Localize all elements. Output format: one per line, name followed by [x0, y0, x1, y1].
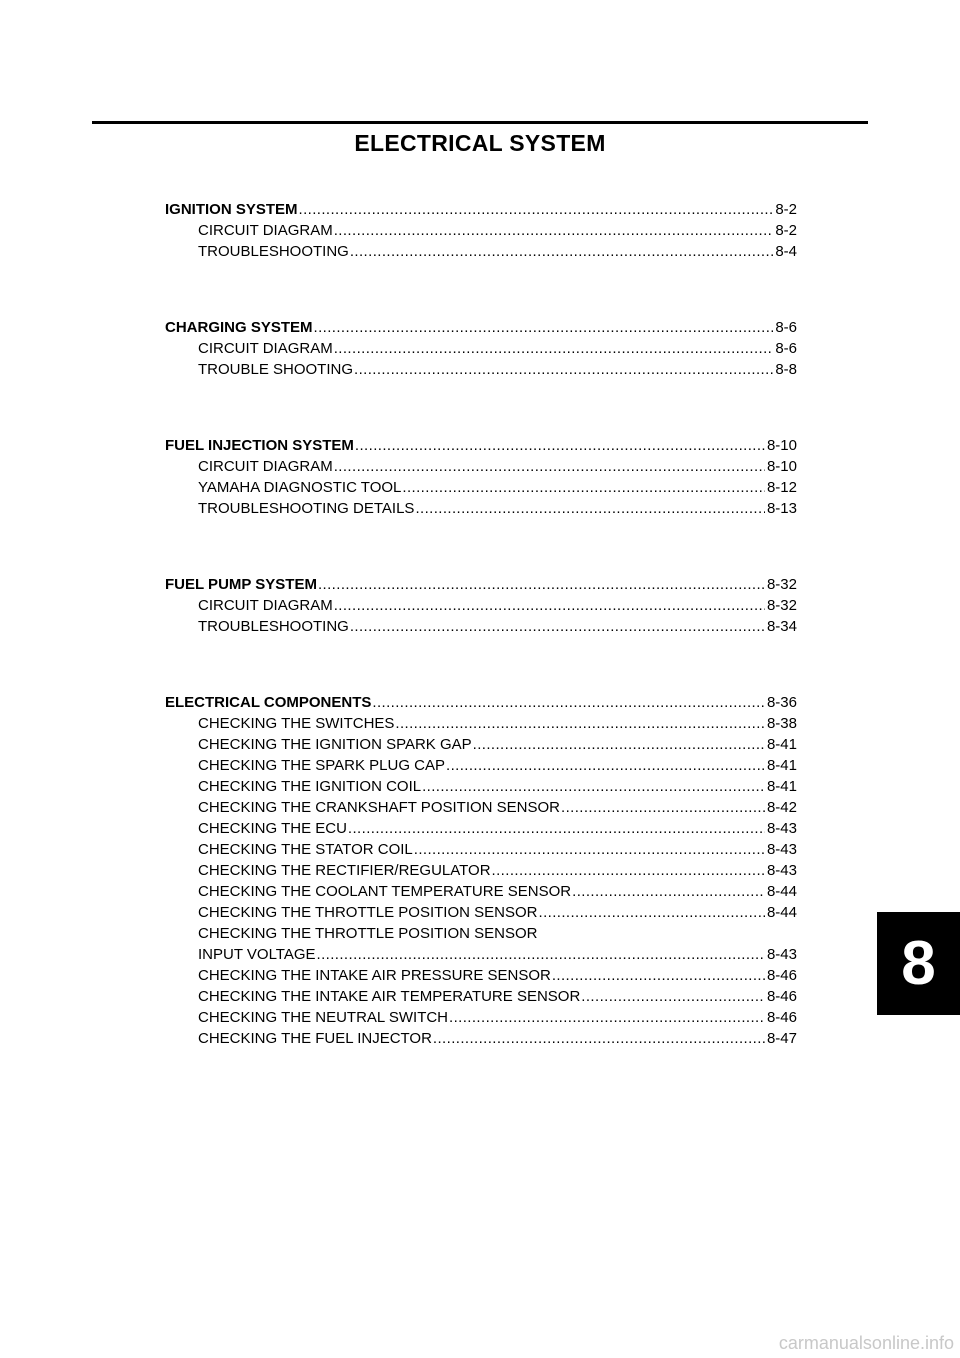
- entry-title: CHECKING THE STATOR COIL: [198, 841, 413, 858]
- dot-leader: [561, 797, 765, 818]
- top-rule: [92, 121, 868, 124]
- entry-title: CHECKING THE COOLANT TEMPERATURE SENSOR: [198, 883, 572, 900]
- page-number: 8-41: [766, 736, 797, 753]
- page-number: 8-32: [766, 597, 797, 614]
- entry-title: CHECKING THE FUEL INJECTOR: [198, 1030, 432, 1047]
- toc-section: [165, 435, 797, 519]
- toc-entry-sub[interactable]: [165, 881, 797, 902]
- dot-leader: [581, 986, 765, 1007]
- page-number: 8-10: [766, 458, 797, 475]
- dot-leader: [433, 1028, 765, 1049]
- page-number: 8-41: [766, 778, 797, 795]
- page-number: 8-43: [766, 946, 797, 963]
- page-number: 8-8: [775, 361, 797, 378]
- toc-entry-sub[interactable]: [165, 965, 797, 986]
- toc-entry-sub[interactable]: [165, 456, 797, 477]
- entry-title: INPUT VOLTAGE: [198, 946, 316, 963]
- toc-section: [165, 199, 797, 262]
- entry-title: CHECKING THE INTAKE AIR PRESSURE SENSOR: [198, 967, 551, 984]
- entry-title: CHECKING THE IGNITION COIL: [198, 778, 422, 795]
- dot-leader: [314, 317, 774, 338]
- dot-leader: [350, 241, 773, 262]
- page-number: 8-46: [766, 967, 797, 984]
- toc-entry-sub[interactable]: [165, 616, 797, 637]
- watermark: carmanualsonline.info: [778, 1333, 954, 1353]
- page-number: 8-46: [766, 988, 797, 1005]
- dot-leader: [334, 338, 774, 359]
- toc-entry-sub[interactable]: [165, 1028, 797, 1049]
- entry-title: CIRCUIT DIAGRAM: [198, 222, 333, 239]
- entry-title: CHECKING THE SPARK PLUG CAP: [198, 757, 446, 774]
- toc-entry-sub[interactable]: [165, 860, 797, 881]
- entry-title: IGNITION SYSTEM: [165, 201, 298, 218]
- toc-section: [165, 692, 797, 1049]
- toc-entry-sub[interactable]: [165, 338, 797, 359]
- page-number: 8-42: [766, 799, 797, 816]
- toc-entry-sub[interactable]: [165, 776, 797, 797]
- page-number: 8-43: [766, 820, 797, 837]
- page-number: 8-38: [766, 715, 797, 732]
- entry-title: FUEL INJECTION SYSTEM: [165, 437, 354, 454]
- page-number: 8-43: [766, 862, 797, 879]
- dot-leader: [334, 220, 774, 241]
- toc-entry-sub[interactable]: [165, 498, 797, 519]
- page-title: ELECTRICAL SYSTEM: [354, 130, 606, 156]
- page-number: 8-4: [775, 243, 797, 260]
- entry-title: CHECKING THE SWITCHES: [198, 715, 395, 732]
- entry-title: CHECKING THE THROTTLE POSITION SENSOR: [198, 925, 538, 942]
- entry-title: CIRCUIT DIAGRAM: [198, 597, 333, 614]
- dot-leader: [446, 755, 765, 776]
- entry-title: ELECTRICAL COMPONENTS: [165, 694, 372, 711]
- dot-leader: [473, 734, 765, 755]
- toc-entry-sub[interactable]: [165, 902, 797, 923]
- page-number: 8-46: [766, 1009, 797, 1026]
- page-number: 8-2: [775, 222, 797, 239]
- entry-title: CHECKING THE CRANKSHAFT POSITION SENSOR: [198, 799, 560, 816]
- toc-entry-sub[interactable]: [165, 477, 797, 498]
- entry-title: CHECKING THE NEUTRAL SWITCH: [198, 1009, 449, 1026]
- toc-entry-sub[interactable]: [165, 797, 797, 818]
- dot-leader: [402, 477, 765, 498]
- entry-title: TROUBLESHOOTING: [198, 243, 349, 260]
- entry-title: CHECKING THE ECU: [198, 820, 347, 837]
- dot-leader: [539, 902, 765, 923]
- page-number: 8-43: [766, 841, 797, 858]
- dot-leader: [355, 435, 765, 456]
- dot-leader: [552, 965, 765, 986]
- dot-leader: [348, 818, 765, 839]
- dot-leader: [299, 199, 774, 220]
- page-number: 8-6: [775, 319, 797, 336]
- dot-leader: [350, 616, 765, 637]
- entry-title: CHECKING THE IGNITION SPARK GAP: [198, 736, 472, 753]
- dot-leader: [334, 456, 765, 477]
- toc-entry-sub[interactable]: [165, 734, 797, 755]
- page-number: 8-6: [775, 340, 797, 357]
- chapter-tab: 8: [877, 912, 960, 1015]
- toc-entry-main[interactable]: [165, 435, 797, 456]
- dot-leader: [572, 881, 765, 902]
- page-number: 8-13: [766, 500, 797, 517]
- toc-entry-main[interactable]: [165, 574, 797, 595]
- toc-entry-main[interactable]: [165, 317, 797, 338]
- dot-leader: [354, 359, 773, 380]
- toc-entry-sub[interactable]: [165, 755, 797, 776]
- page-number: 8-10: [766, 437, 797, 454]
- dot-leader: [317, 944, 765, 965]
- dot-leader: [372, 692, 765, 713]
- page-number: 8-36: [766, 694, 797, 711]
- table-of-contents: [165, 199, 797, 1104]
- dot-leader: [395, 713, 765, 734]
- toc-entry-sub[interactable]: [165, 595, 797, 616]
- entry-title: CHECKING THE THROTTLE POSITION SENSOR: [198, 904, 538, 921]
- toc-entry-sub[interactable]: [165, 359, 797, 380]
- toc-entry-sub-continuation[interactable]: [165, 944, 797, 965]
- page-number: 8-41: [766, 757, 797, 774]
- dot-leader: [492, 860, 765, 881]
- page-number: 8-44: [766, 904, 797, 921]
- dot-leader: [415, 498, 765, 519]
- toc-entry-sub[interactable]: [165, 241, 797, 262]
- toc-entry-sub[interactable]: [165, 1007, 797, 1028]
- toc-entry-sub[interactable]: [165, 713, 797, 734]
- toc-section: [165, 317, 797, 380]
- page-number: 8-47: [766, 1030, 797, 1047]
- entry-title: CIRCUIT DIAGRAM: [198, 340, 333, 357]
- page-number: 8-12: [766, 479, 797, 496]
- dot-leader: [414, 839, 765, 860]
- page-number: 8-2: [775, 201, 797, 218]
- entry-title: FUEL PUMP SYSTEM: [165, 576, 317, 593]
- entry-title: TROUBLE SHOOTING: [198, 361, 354, 378]
- entry-title: TROUBLESHOOTING DETAILS: [198, 500, 415, 517]
- dot-leader: [334, 595, 765, 616]
- entry-title: CHARGING SYSTEM: [165, 319, 313, 336]
- toc-entry-sub[interactable]: [165, 220, 797, 241]
- toc-entry-sub[interactable]: [165, 986, 797, 1007]
- dot-leader: [422, 776, 765, 797]
- dot-leader: [318, 574, 765, 595]
- toc-section: [165, 574, 797, 637]
- entry-title: YAMAHA DIAGNOSTIC TOOL: [198, 479, 402, 496]
- page-number: 8-32: [766, 576, 797, 593]
- toc-entry-sub[interactable]: [165, 923, 797, 944]
- toc-entry-sub[interactable]: [165, 839, 797, 860]
- page-number: 8-44: [766, 883, 797, 900]
- page-number: 8-34: [766, 618, 797, 635]
- entry-title: CHECKING THE RECTIFIER/REGULATOR: [198, 862, 491, 879]
- entry-title: CHECKING THE INTAKE AIR TEMPERATURE SENSOR: [198, 988, 581, 1005]
- dot-leader: [449, 1007, 765, 1028]
- toc-entry-sub[interactable]: [165, 818, 797, 839]
- entry-title: TROUBLESHOOTING: [198, 618, 349, 635]
- entry-title: CIRCUIT DIAGRAM: [198, 458, 333, 475]
- toc-entry-main[interactable]: [165, 199, 797, 220]
- toc-entry-main[interactable]: [165, 692, 797, 713]
